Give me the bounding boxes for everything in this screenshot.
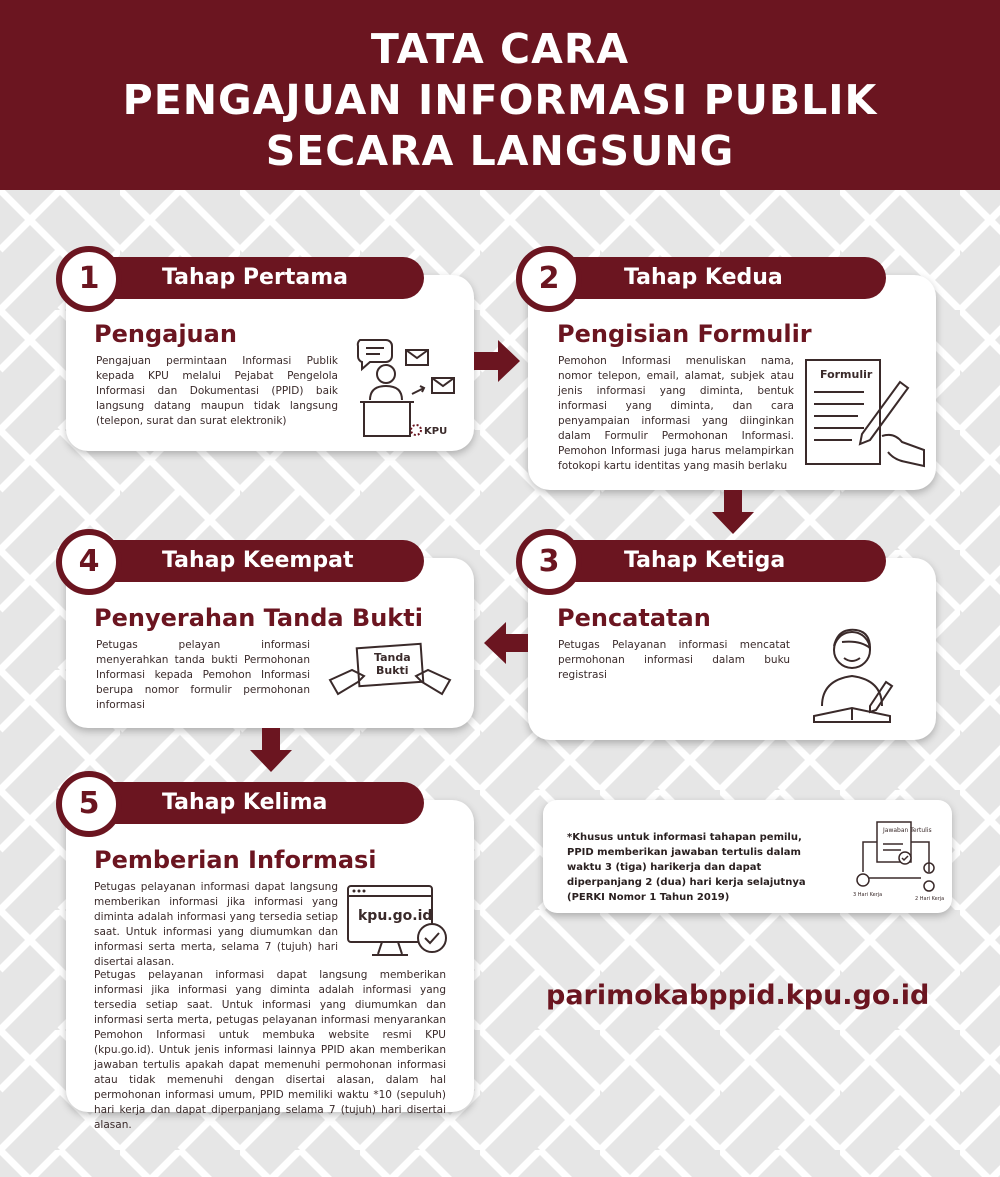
step-3-description: Petugas Pelayanan informasi mencatat permohonan informasi dalam buku registrasi <box>558 639 790 681</box>
header-line-2: PENGAJUAN INFORMASI PUBLIK <box>122 76 878 124</box>
step-2-number-badge: 2 <box>516 246 582 312</box>
step-4-number-badge: 4 <box>56 529 122 595</box>
formulir-label: Formulir <box>820 368 873 381</box>
form-writing-icon <box>804 358 928 468</box>
step-1-stage-pill <box>80 257 424 299</box>
note-line-1: *Khusus untuk informasi tahapan pemilu, <box>567 832 802 843</box>
arrow-down-icon <box>712 490 754 534</box>
step-3-stage-label: Tahap Ketiga <box>624 548 786 573</box>
step-5-title: Pemberian Informasi <box>94 846 377 874</box>
header-line-1: TATA CARA <box>370 25 630 73</box>
step-2-stage-label: Tahap Kedua <box>624 265 783 290</box>
tanda-label: Tanda <box>374 651 411 664</box>
election-note <box>567 830 837 905</box>
kpu-logo-text: KPU <box>424 426 448 437</box>
step-5-description-1: Petugas pelayanan informasi dapat langsung memberikan informasi jika informasi yang diminta adalah informasi yang tersedia setiap saat. Untuk informasi yang diumumkan dan informasi serta merta, selama 7 (tujuh) hari disertai alasan. <box>94 881 338 968</box>
step-1-stage-label: Tahap Pertama <box>162 265 348 290</box>
step-5-number-badge: 5 <box>56 771 122 837</box>
note-icon-text-1: Jawaban Tertulis <box>883 827 932 834</box>
step-5-stage-pill <box>80 782 424 824</box>
step-5-description-2: Petugas pelayanan informasi dapat langsung memberikan informasi jika informasi yang diminta adalah informasi yang tersedia setiap saat. Untuk informasi yang diumumkan dan informasi serta merta, petugas pelayanan informasi menyarankan Pemohon Informasi untuk membuka website resmi KPU (kpu.go.id). Untuk jenis informasi lainnya PPID akan memberikan jawaban tertulis apakah dapat memenuhi permohonan informasi atau tidak memenuhi dengan disertai alasan, dalam hal permohonan informasi umum, PPID memiliki waktu *10 (sepuluh) hari kerja dan dapat diperpanjang selama 7 (tujuh) hari disertai alasan. <box>94 969 446 1131</box>
kpu-website-label: kpu.go.id <box>358 908 433 924</box>
step-4-title: Penyerahan Tanda Bukti <box>94 604 423 632</box>
arrow-right-icon <box>474 340 520 382</box>
step-4-stage-pill <box>80 540 424 582</box>
bukti-label: Bukti <box>376 664 409 677</box>
website-link[interactable]: parimokabppid.kpu.go.id <box>546 980 930 1011</box>
note-icon-text-2: 3 Hari Kerja <box>853 892 883 898</box>
arrow-left-icon <box>484 622 528 664</box>
step-5-stage-label: Tahap Kelima <box>162 790 328 815</box>
person-writing-icon <box>804 626 904 728</box>
step-1-description: Pengajuan permintaan Informasi Publik kepada KPU melalui Pejabat Pengelola Informasi dan Dokumentasi (PPID) baik langsung datang maupun tidak langsung (telepon, surat dan surat elektronik) <box>96 355 338 427</box>
election-note-card <box>543 800 952 913</box>
receipt-handover-icon <box>328 640 452 702</box>
step-2-title: Pengisian Formulir <box>557 320 812 348</box>
document-timeline-icon <box>853 820 945 902</box>
arrow-down-icon-2 <box>250 728 292 772</box>
header-line-3: SECARA LANGSUNG <box>265 127 735 175</box>
step-4-stage-label: Tahap Keempat <box>162 548 354 573</box>
step-1-title: Pengajuan <box>94 320 237 348</box>
step-2-description: Pemohon Informasi menuliskan nama, nomor telepon, email, alamat, subjek atau jenis informasi yang diminta, bentuk informasi yang diminta, dan cara penyampaian informasi yang diinginkan dalam Formulir Permohonan Informasi. Pemohon Informasi juga harus melampirkan fotokopi kartu identitas yang masih berlaku <box>558 355 794 472</box>
note-line-2: PPID memberikan jawaban tertulis dalam waktu 3 (tiga) harikerja dan dapat diperpanjang 2 (dua) hari kerja selajutnya (PERKI Nomor 1 Tahun 2019) <box>567 847 806 903</box>
step-3-title: Pencatatan <box>557 604 711 632</box>
note-icon-text-3: 2 Hari Kerja <box>915 896 945 902</box>
step-2-stage-pill <box>542 257 886 299</box>
step-4-description: Petugas pelayan informasi menyerahkan tanda bukti Permohonan Informasi kepada Pemohon Informasi berupa nomor formulir permohonan informasi <box>96 639 310 711</box>
service-desk-icon <box>352 336 460 442</box>
step-1-number-badge: 1 <box>56 246 122 312</box>
step-3-stage-pill <box>542 540 886 582</box>
page-header <box>0 0 1000 190</box>
step-3-number-badge: 3 <box>516 529 582 595</box>
website-monitor-icon <box>346 884 450 960</box>
